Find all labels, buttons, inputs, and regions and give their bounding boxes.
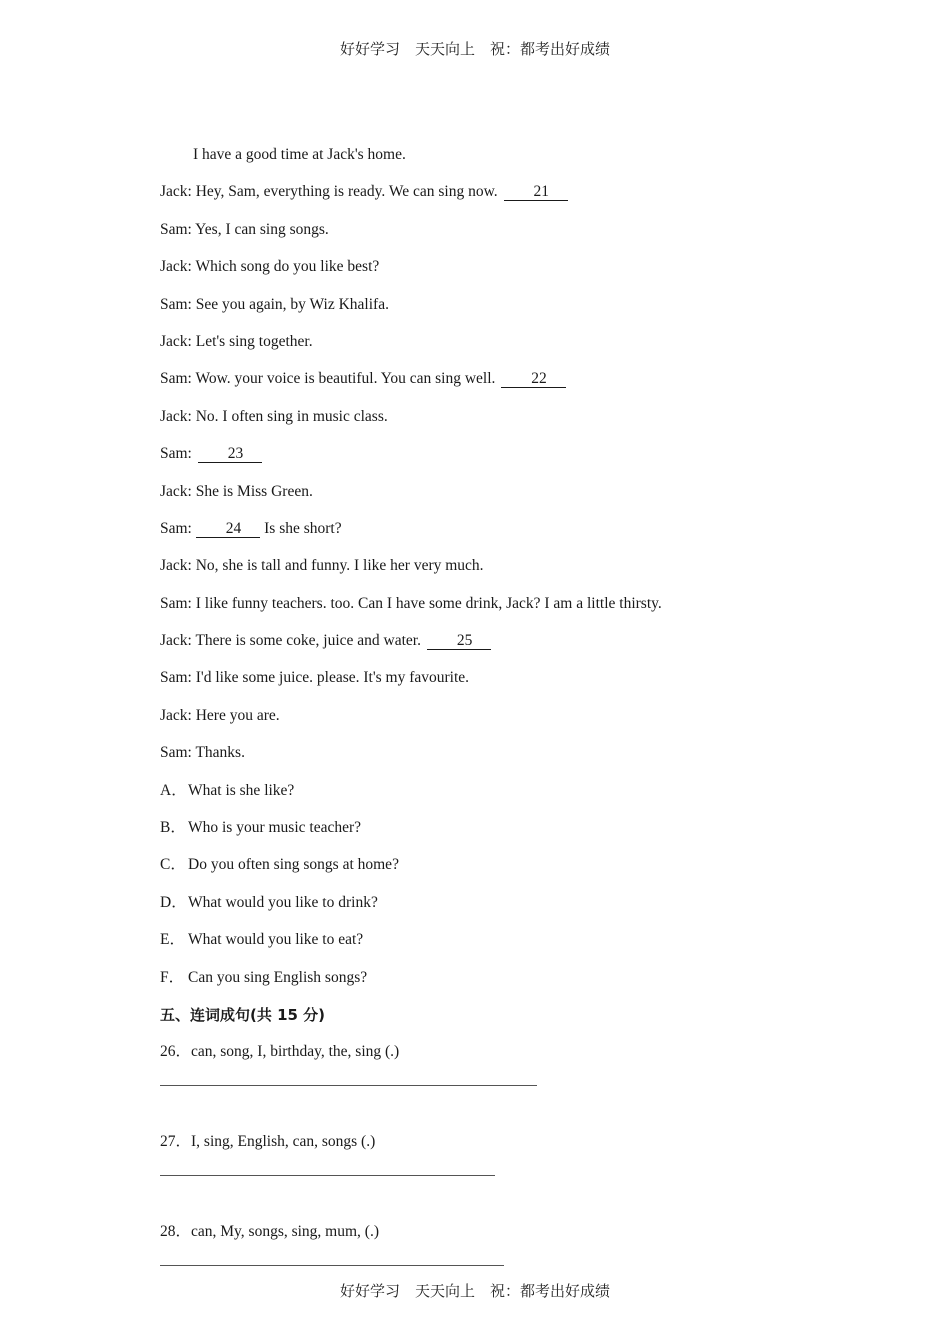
dialogue-line xyxy=(160,630,880,667)
option-text: Can you sing English songs? xyxy=(188,968,368,986)
dialogue-text-after: Is she short? xyxy=(260,519,342,537)
option-item xyxy=(160,817,880,854)
dialogue-text: Sam: xyxy=(160,519,196,537)
option-item xyxy=(160,854,880,891)
dialogue-line xyxy=(160,219,880,256)
option-item xyxy=(160,892,880,929)
option-letter: C． xyxy=(160,856,186,874)
dialogue-line xyxy=(160,555,880,592)
option-item xyxy=(160,967,880,1004)
question-item: 27．I, sing, English, can, songs (.) xyxy=(160,1133,376,1151)
answer-blank[interactable]: 21 xyxy=(504,183,569,201)
dialogue-text: Jack: Hey, Sam, everything is ready. We can sing now. xyxy=(160,183,502,201)
dialogue-line xyxy=(160,331,880,368)
answer-blank[interactable]: 22 xyxy=(501,370,566,388)
dialogue-line xyxy=(160,667,880,704)
answer-line[interactable] xyxy=(160,1175,495,1221)
dialogue-line xyxy=(160,593,880,630)
option-text: Do you often sing songs at home? xyxy=(188,856,399,874)
page-header: 好好学习 天天向上 祝：都考出好成绩 xyxy=(339,40,610,58)
option-item xyxy=(160,929,880,966)
answer-blank[interactable]: 23 xyxy=(198,445,263,463)
dialogue-text: Jack: Which song do you like best? xyxy=(160,258,380,276)
answer-blank[interactable]: 25 xyxy=(427,632,492,650)
dialogue-text: Sam: Wow. your voice is beautiful. You can sing well. xyxy=(160,370,500,388)
dialogue-line xyxy=(160,368,880,405)
option-item xyxy=(160,780,880,817)
dialogue-text: Jack: No, she is tall and funny. I like her very much. xyxy=(160,557,484,575)
dialogue-line xyxy=(160,443,880,480)
question-item: 26．can, song, I, birthday, the, sing (.) xyxy=(160,1043,400,1061)
worksheet-content xyxy=(160,144,880,1311)
dialogue xyxy=(160,181,880,779)
dialogue-line xyxy=(160,294,880,331)
option-letter: D． xyxy=(160,893,187,911)
dialogue-text: Sam: Yes, I can sing songs. xyxy=(160,220,329,238)
dialogue-text: Jack: Let's sing together. xyxy=(160,332,313,350)
dialogue-text: Sam: Thanks. xyxy=(160,744,245,762)
dialogue-text: Sam: I'd like some juice. please. It's my favourite. xyxy=(160,669,470,687)
dialogue-line xyxy=(160,518,880,555)
dialogue-line xyxy=(160,406,880,443)
dialogue-text: Sam: I like funny teachers. too. Can I have some drink, Jack? I am a little thirsty. xyxy=(160,594,662,612)
question-item: 28．can, My, songs, sing, mum, (.) xyxy=(160,1223,379,1241)
option-text: Who is your music teacher? xyxy=(188,819,362,837)
dialogue-text: Jack: No. I often sing in music class. xyxy=(160,407,388,425)
dialogue-text: Sam: xyxy=(160,445,196,463)
dialogue-line xyxy=(160,256,880,293)
option-text: What would you like to drink? xyxy=(188,893,378,911)
dialogue-intro: I have a good time at Jack's home. xyxy=(193,146,406,163)
dialogue-text: Jack: There is some coke, juice and water. xyxy=(160,632,425,650)
answer-line[interactable] xyxy=(160,1085,537,1131)
section-title: 五、连词成句(共 15 分) xyxy=(160,1005,326,1024)
dialogue-line xyxy=(160,742,880,779)
option-letter: F． xyxy=(160,968,185,986)
dialogue-line xyxy=(160,705,880,742)
dialogue-text: Jack: She is Miss Green. xyxy=(160,482,313,500)
dialogue-line xyxy=(160,481,880,518)
option-text: What is she like? xyxy=(188,781,295,799)
option-text: What would you like to eat? xyxy=(188,931,364,949)
option-letter: E． xyxy=(160,931,185,949)
answer-options xyxy=(160,780,880,1004)
option-letter: B． xyxy=(160,819,186,837)
option-letter: A． xyxy=(160,781,187,799)
dialogue-text: Jack: Here you are. xyxy=(160,706,280,724)
dialogue-text: Sam: See you again, by Wiz Khalifa. xyxy=(160,295,389,313)
dialogue-line xyxy=(160,181,880,218)
answer-blank[interactable]: 24 xyxy=(196,520,261,538)
page-footer: 好好学习 天天向上 祝：都考出好成绩 xyxy=(339,1282,610,1300)
sentence-questions xyxy=(160,1041,880,1311)
